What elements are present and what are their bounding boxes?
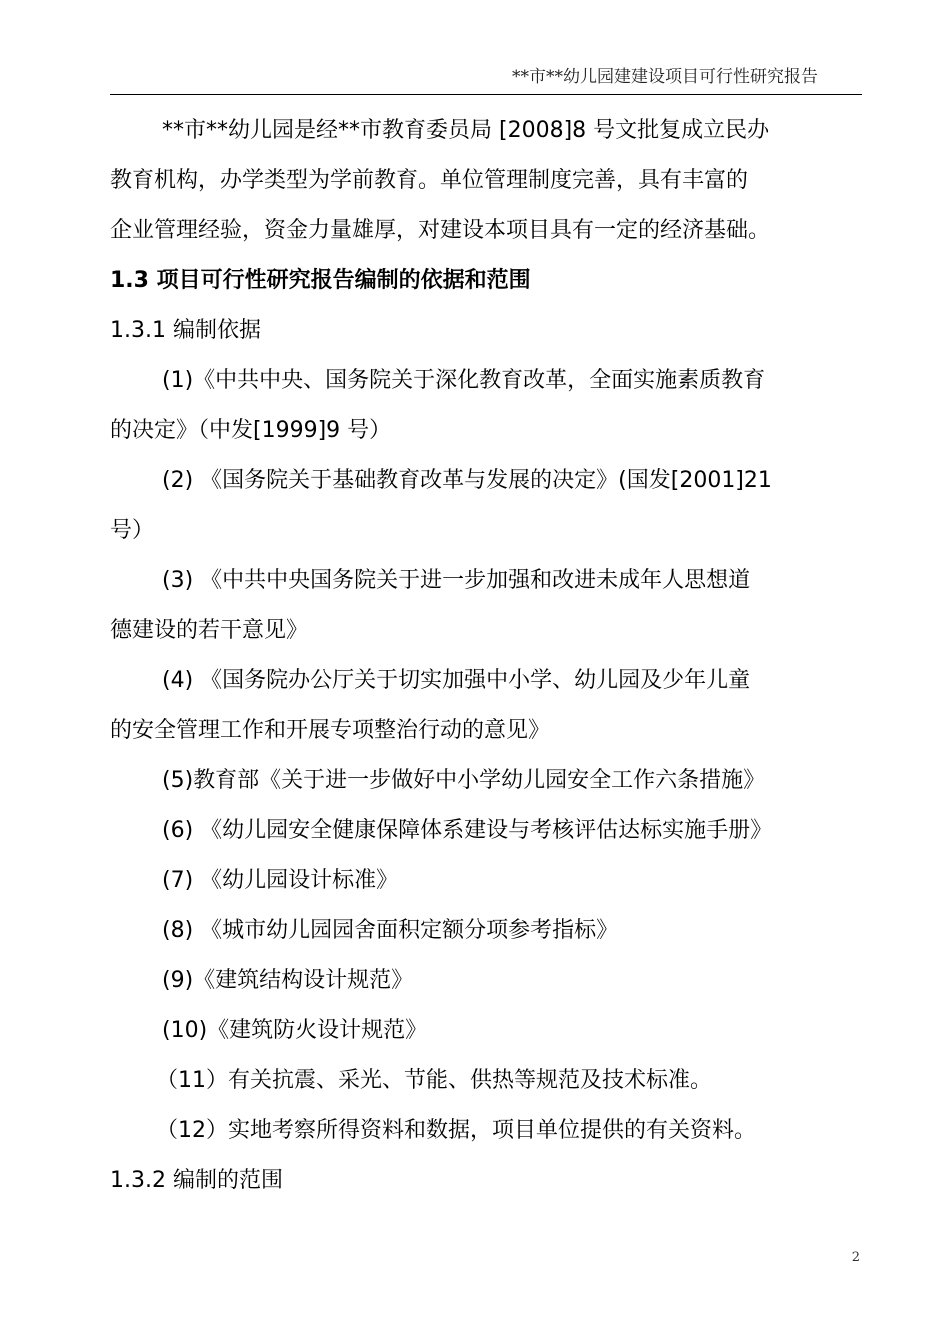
list-item: (8) 《城市幼儿园园舍面积定额分项参考指标》: [162, 918, 619, 943]
intro-paragraph-line: **市**幼儿园是经**市教育委员局 [2008]8 号文批复成立民办: [162, 118, 770, 143]
subsection-heading-scope: 1.3.2 编制的范围: [110, 1168, 283, 1193]
list-item: (4) 《国务院办公厅关于切实加强中小学、幼儿园及少年儿童: [162, 668, 751, 693]
list-item: (3) 《中共中央国务院关于进一步加强和改进未成年人思想道: [162, 568, 751, 593]
list-item-continuation: 号）: [110, 518, 155, 543]
list-item: （11）有关抗震、采光、节能、供热等规范及技术标准。: [156, 1068, 712, 1093]
list-item: （12）实地考察所得资料和数据，项目单位提供的有关资料。: [156, 1118, 756, 1143]
list-item: (7) 《幼儿园设计标准》: [162, 868, 399, 893]
list-item: (10)《建筑防火设计规范》: [162, 1018, 428, 1043]
list-item: (5)教育部《关于进一步做好中小学幼儿园安全工作六条措施》: [162, 768, 766, 793]
list-item: (1)《中共中央、国务院关于深化教育改革，全面实施素质教育: [162, 368, 766, 393]
header-divider: [110, 94, 862, 95]
list-item-continuation: 的决定》（中发[1999]9 号）: [110, 418, 392, 443]
running-header: **市**幼儿园建建设项目可行性研究报告: [512, 67, 818, 87]
list-item: (2) 《国务院关于基础教育改革与发展的决定》(国发[2001]21: [162, 468, 772, 493]
subsection-heading-basis: 1.3.1 编制依据: [110, 318, 261, 343]
list-item-continuation: 德建设的若干意见》: [110, 618, 309, 643]
list-item-continuation: 的安全管理工作和开展专项整治行动的意见》: [110, 718, 551, 743]
intro-paragraph-line: 教育机构，办学类型为学前教育。单位管理制度完善，具有丰富的: [110, 168, 749, 193]
document-body: [110, 106, 862, 1206]
intro-paragraph-line: 企业管理经验，资金力量雄厚，对建设本项目具有一定的经济基础。: [110, 218, 771, 243]
page-number: 2: [851, 1250, 860, 1265]
section-heading: 1.3 项目可行性研究报告编制的依据和范围: [110, 268, 531, 293]
list-item: (6) 《幼儿园安全健康保障体系建设与考核评估达标实施手册》: [162, 818, 773, 843]
list-item: (9)《建筑结构设计规范》: [162, 968, 414, 993]
